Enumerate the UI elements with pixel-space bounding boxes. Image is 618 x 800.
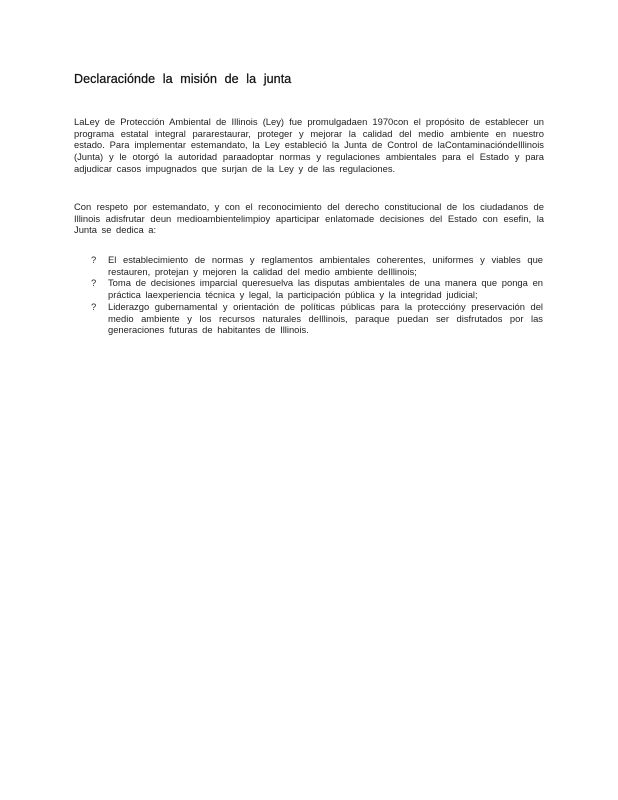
bullet-marker: ?: [91, 277, 97, 289]
paragraph-act-background: LaLey de Protección Ambiental de Illinois (Ley) fue promulgadaen 1970con el propósito de establecer un programa estatal integral pararestaurar, proteger y mejorar la calidad del medio ambiente en nuestro estado. Para implementar estemandato, la Ley estableció la Junta de Control de laContaminacióndeIllinois (Junta) y le otorgó la autoridad paraadoptar normas y regulaciones ambientales para el Estado y para adjudicar casos impugnados que surjan de la Ley y de las regulaciones.: [74, 116, 544, 174]
bullet-text: Liderazgo gubernamental y orientación de políticas públicas para la proteccióny preservación del medio ambiente y los recursos naturales deIllinois, paraque puedan ser disfrutados por las generaciones futuras de habitantes de Illinois.: [108, 300, 543, 336]
list-item: [91, 254, 543, 277]
mission-bullet-list: [91, 254, 543, 336]
bullet-text: Toma de decisiones imparcial queresuelva las disputas ambientales de una manera que ponga en práctica laexperiencia técnica y legal, la participación pública y la integridad judicial;: [108, 277, 543, 301]
document-title: Declaraciónde la misión de la junta: [74, 72, 292, 86]
bullet-marker: ?: [91, 300, 97, 312]
bullet-text: El establecimiento de normas y reglamentos ambientales coherentes, uniformes y viables que restauren, protejan y mejoren la calidad del medio ambiente deIllinois;: [108, 254, 543, 277]
paragraph-mandate-intro: Con respeto por estemandato, y con el reconocimiento del derecho constitucional de los ciudadanos de Illinois adisfrutar deun medioambientelimpioy aparticipar enlatomade decisiones del Estado con esefin, la Junta se dedica a:: [74, 201, 544, 236]
list-item: [91, 277, 543, 300]
bullet-marker: ?: [91, 254, 97, 265]
list-item: [91, 301, 543, 336]
